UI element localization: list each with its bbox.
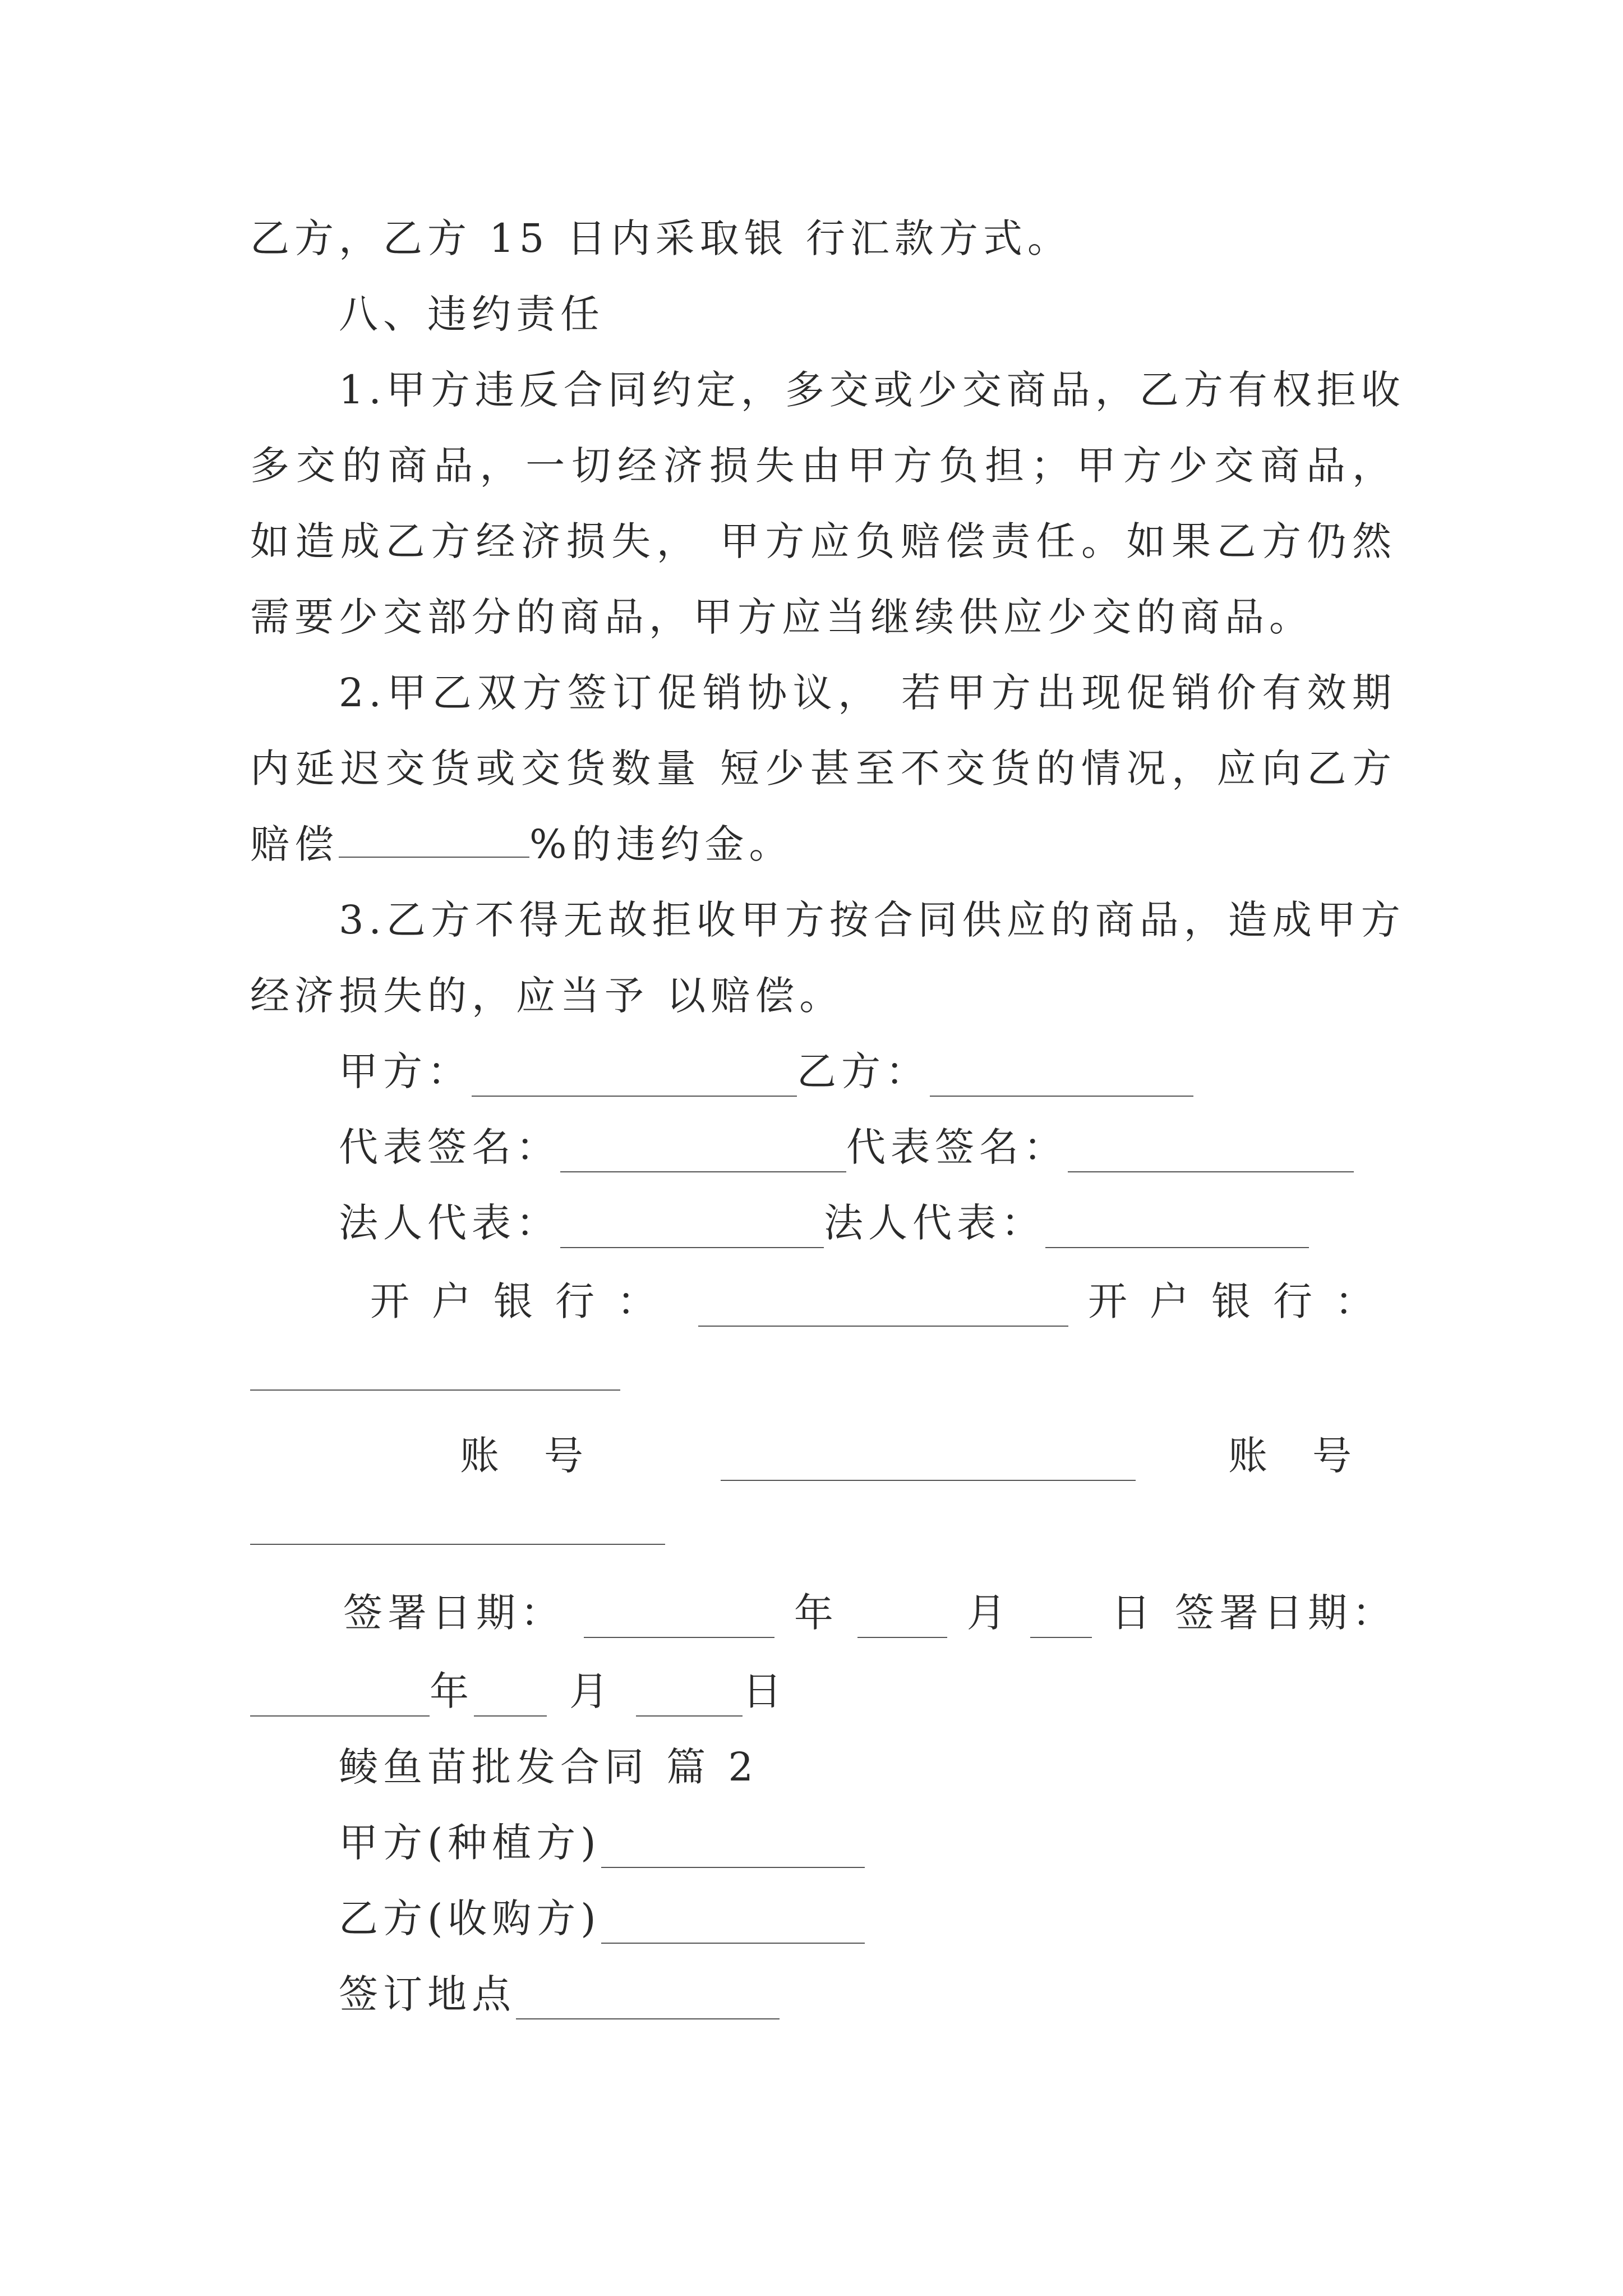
contract-2-party-a-row: [339, 1818, 1396, 1868]
legal-rep-b-label: 法人代表：: [824, 1200, 1045, 1246]
clause-2-line-2: 内延迟交货或交货数量 短少甚至不交货的情况，应向乙方: [250, 746, 1396, 792]
legal-rep-row: [339, 1198, 1396, 1248]
clause-2-line-3: [250, 819, 1396, 869]
payment-text-line: 乙方，乙方 15 日内采取银 行汇款方式。: [250, 215, 1072, 261]
rep-sign-a-label: 代表签名：: [339, 1124, 560, 1170]
day-b-label: 日: [743, 1668, 787, 1714]
date-b-label: 签署日期：: [1174, 1590, 1396, 1636]
date-row: [343, 1588, 1396, 1638]
compensation-label: 赔偿: [250, 821, 339, 867]
day-b-blank[interactable]: [636, 1681, 743, 1717]
contract-2-party-b-label: 乙方(收购方): [339, 1895, 601, 1941]
day-a-label: 日: [1111, 1590, 1156, 1636]
penalty-suffix: %的违约金。: [529, 821, 794, 867]
clause-2-line-1: 2.甲乙双方签订促销协议， 若甲方出现促销价有效期: [339, 670, 1396, 716]
rep-sign-a-blank[interactable]: [560, 1137, 846, 1172]
date-a-label: 签署日期：: [343, 1590, 565, 1636]
clause-3-line-2: 经济损失的，应当予 以赔偿。: [250, 973, 844, 1019]
contract-2-place-label: 签订地点: [339, 1971, 516, 2017]
clause-3-line-1: 3.乙方不得无故拒收甲方按合同供应的商品，造成甲方: [339, 897, 1405, 943]
account-row: [460, 1430, 1396, 1481]
rep-sign-row: [339, 1122, 1396, 1172]
penalty-percent-blank[interactable]: [339, 822, 529, 858]
account-b-label: 账号: [1228, 1433, 1396, 1479]
contract-2-title: 鲮鱼苗批发合同 篇 2: [339, 1744, 759, 1790]
bank-a-label: 开户银行：: [370, 1278, 679, 1324]
month-b-blank[interactable]: [474, 1681, 547, 1717]
party-b-label: 乙方：: [797, 1048, 930, 1094]
party-a-label: 甲方：: [339, 1048, 472, 1094]
clause-1-line-1: 1.甲方违反合同约定，多交或少交商品，乙方有权拒收: [339, 367, 1405, 413]
party-b-blank[interactable]: [930, 1061, 1193, 1097]
contract-2-place-blank[interactable]: [516, 1984, 780, 2019]
contract-2-party-b-blank[interactable]: [601, 1908, 865, 1944]
party-a-blank[interactable]: [472, 1061, 797, 1097]
account-b-blank-line: [250, 1506, 1396, 1557]
rep-sign-b-blank[interactable]: [1068, 1137, 1354, 1172]
year-b-blank[interactable]: [250, 1681, 430, 1717]
month-b-label: 月: [569, 1668, 614, 1714]
bank-b-label: 开户银行：: [1088, 1278, 1396, 1324]
account-b-blank[interactable]: [250, 1509, 665, 1545]
rep-sign-b-label: 代表签名：: [846, 1124, 1068, 1170]
clause-1-line-3: 如造成乙方经济损失， 甲方应负赔偿责任。如果乙方仍然: [250, 518, 1396, 564]
year-b-label: 年: [430, 1668, 474, 1714]
contract-2-place-row: [339, 1969, 1396, 2019]
month-a-blank[interactable]: [857, 1602, 947, 1638]
bank-b-blank-line: [250, 1352, 1396, 1402]
party-row: [339, 1046, 1396, 1097]
legal-rep-a-label: 法人代表：: [339, 1200, 560, 1246]
contract-2-party-a-blank[interactable]: [601, 1832, 865, 1868]
section-heading-breach: 八、违约责任: [339, 291, 605, 337]
account-a-label: 账号: [460, 1433, 628, 1479]
contract-2-party-a-label: 甲方(种植方): [339, 1820, 601, 1866]
legal-rep-a-blank[interactable]: [560, 1212, 824, 1248]
date-b-row: [250, 1666, 1396, 1717]
bank-a-blank[interactable]: [698, 1291, 1068, 1327]
clause-1-line-4: 需要少交部分的商品，甲方应当继续供应少交的商品。: [250, 594, 1313, 640]
bank-row: [370, 1276, 1396, 1327]
legal-rep-b-blank[interactable]: [1045, 1212, 1309, 1248]
account-a-blank[interactable]: [721, 1445, 1136, 1481]
day-a-blank[interactable]: [1030, 1602, 1092, 1638]
clause-1-line-2: 多交的商品，一切经济损失由甲方负担；甲方少交商品，: [250, 443, 1396, 489]
year-a-label: 年: [794, 1590, 838, 1636]
year-a-blank[interactable]: [584, 1602, 774, 1638]
month-a-label: 月: [966, 1590, 1011, 1636]
contract-2-party-b-row: [339, 1893, 1396, 1944]
bank-b-blank[interactable]: [250, 1355, 620, 1391]
